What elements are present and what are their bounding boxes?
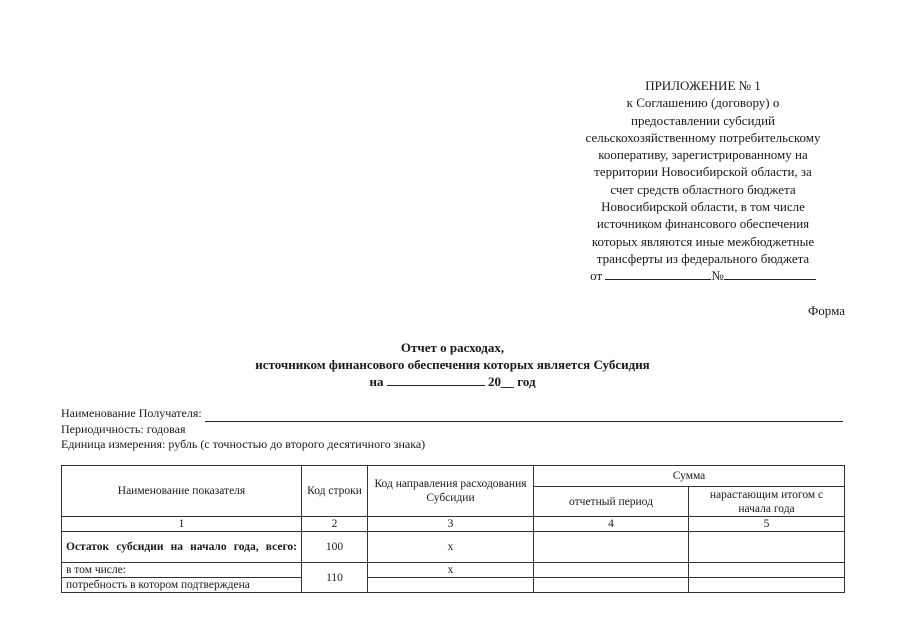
row-cumulative-value [689, 578, 845, 593]
row-code: 110 [302, 563, 368, 593]
number-blank [724, 267, 816, 280]
row-period-value [534, 532, 689, 563]
col-number: 3 [368, 517, 534, 532]
header-indicator: Наименование показателя [62, 466, 302, 517]
col-number: 5 [689, 517, 845, 532]
header-row-1 [62, 466, 845, 487]
recipient-blank [205, 410, 843, 422]
appendix-block [554, 77, 852, 285]
appendix-date-line [554, 267, 852, 284]
row-direction [368, 578, 534, 593]
title-on-label: на [369, 374, 384, 389]
row-name: в том числе: [62, 563, 302, 578]
appendix-line: трансферты из федерального бюджета [596, 250, 810, 266]
appendix-line: счет средств областного бюджета [610, 181, 796, 197]
appendix-line: территории Новосибирской области, за [594, 164, 812, 180]
appendix-line: ПРИЛОЖЕНИЕ № 1 [645, 78, 761, 93]
header-period: отчетный период [534, 487, 689, 517]
number-label: № [711, 268, 724, 284]
row-direction: x [368, 532, 534, 563]
row-period-value [534, 578, 689, 593]
table-row [62, 578, 845, 593]
date-blank [605, 267, 711, 280]
appendix-line: кооперативу, зарегистрированному на [598, 147, 808, 163]
from-label: от [590, 268, 603, 284]
title-line-3 [0, 373, 905, 391]
row-direction: x [368, 563, 534, 578]
header-direction-code: Код направления расходования Субсидии [368, 466, 534, 517]
appendix-line: предоставлении субсидий [630, 112, 775, 128]
title-date-blank [387, 373, 485, 386]
title-year: 20__ год [487, 374, 536, 389]
header-line-code: Код строки [302, 466, 368, 517]
row-name: Остаток субсидии на начало года, всего: [62, 532, 302, 563]
appendix-line: источником финансового обеспечения [596, 216, 810, 232]
header-sum: Сумма [534, 466, 845, 487]
report-table [61, 465, 845, 593]
column-number-row [62, 517, 845, 532]
table-row [62, 532, 845, 563]
recipient-row [61, 406, 843, 422]
header-cumulative: нарастающим итогом с начала года [689, 487, 845, 517]
periodicity: Периодичность: годовая [61, 421, 186, 436]
row-cumulative-value [689, 532, 845, 563]
form-label: Форма [808, 303, 845, 318]
col-number: 1 [62, 517, 302, 532]
row-name: потребность в котором подтверждена [62, 578, 302, 593]
meta-block [61, 406, 843, 453]
col-number: 2 [302, 517, 368, 532]
row-period-value [534, 563, 689, 578]
appendix-line: к Соглашению (договору) о [626, 95, 780, 111]
recipient-label: Наименование Получателя: [61, 406, 202, 420]
appendix-line: сельскохозяйственному потребительскому [585, 129, 821, 145]
row-cumulative-value [689, 563, 845, 578]
appendix-line: Новосибирской области, в том числе [601, 199, 805, 215]
title-line-1: Отчет о расходах, [400, 340, 505, 355]
appendix-line: которых являются иные межбюджетные [591, 233, 815, 249]
unit-of-measure: Единица измерения: рубль (с точностью до второго десятичного знака) [61, 437, 426, 451]
row-code: 100 [302, 532, 368, 563]
document-title [0, 340, 905, 391]
title-line-2: источником финансового обеспечения которых является Субсидия [255, 356, 650, 372]
table-row [62, 563, 845, 578]
col-number: 4 [534, 517, 689, 532]
